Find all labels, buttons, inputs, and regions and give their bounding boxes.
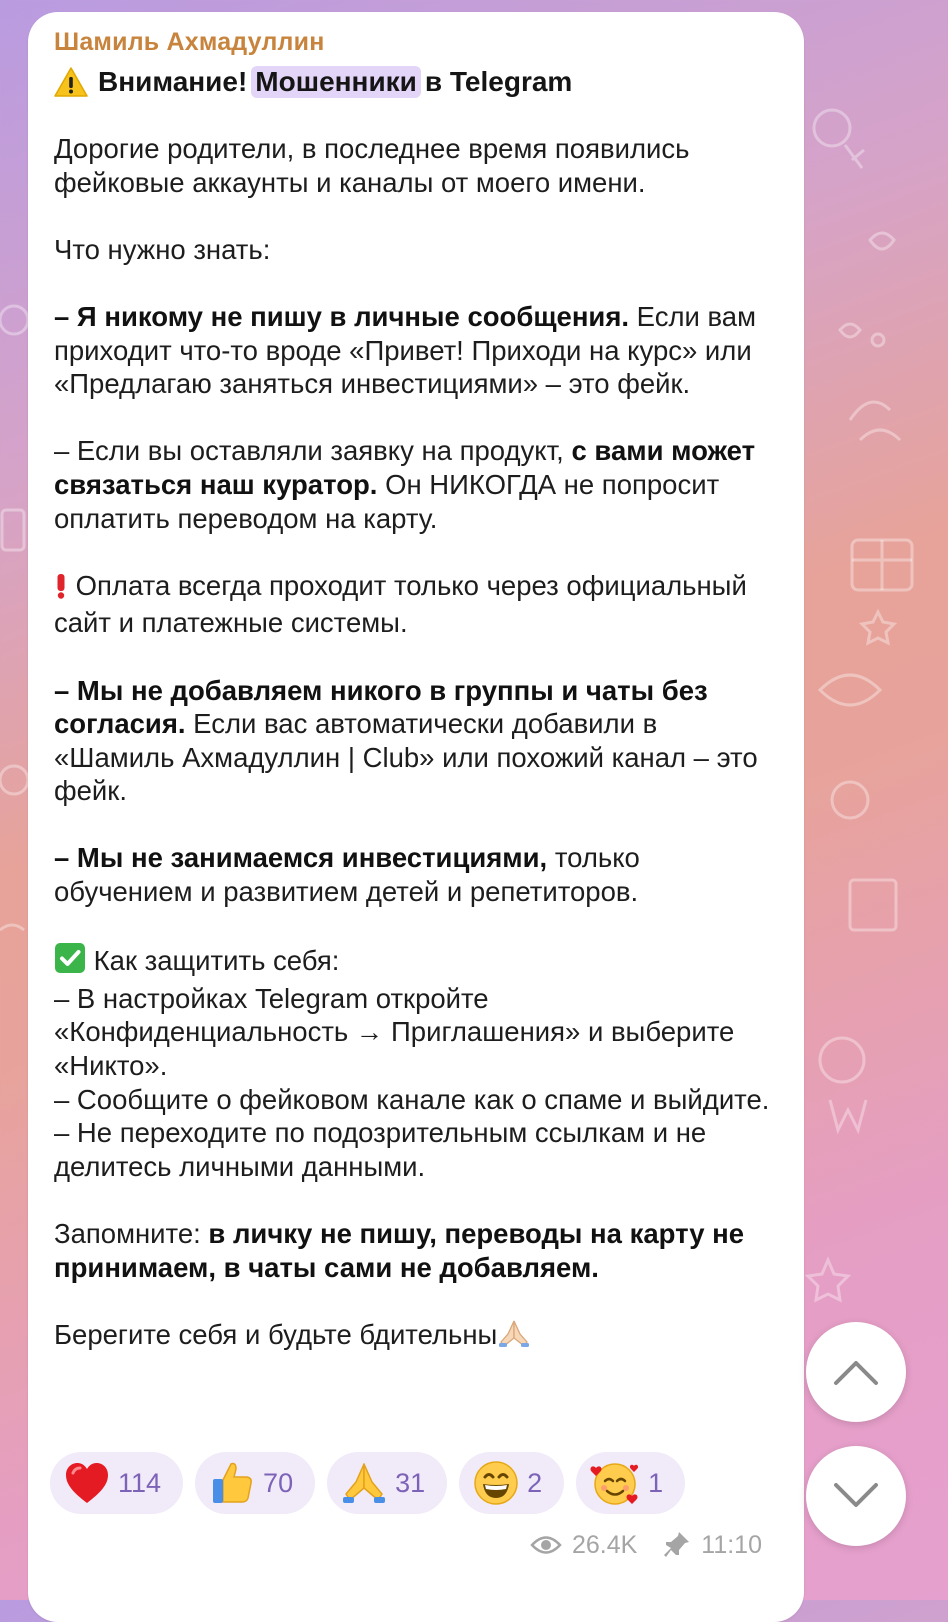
point-no-investments [54,841,774,908]
message-title [54,66,572,98]
thumbs-up-icon [209,1460,255,1506]
eye-icon [530,1534,562,1556]
text: Он НИКОГДА не попросит оплатить переводом на карту. [54,468,720,534]
sender-name[interactable]: Шамиль Ахмадуллин [54,28,325,56]
reaction-praying-hands-button[interactable] [327,1452,447,1514]
reaction-count: 114 [118,1467,162,1498]
warning-icon [54,66,88,98]
reaction-count: 1 [648,1467,664,1498]
praying-hands-icon [341,1460,387,1506]
reaction-thumbs-up-button[interactable] [195,1452,315,1514]
text: Оплата всегда проходит только через официальный сайт и платежные системы. [54,569,747,639]
message-meta [530,1530,762,1560]
protect-title [54,942,774,982]
reaction-hearts-face-button[interactable] [576,1452,685,1514]
reaction-count: 2 [527,1467,543,1498]
remember-paragraph [54,1217,774,1284]
red-heart-icon [64,1461,110,1505]
check-mark-icon [54,942,86,982]
text: только обучением и развитием детей и репетиторов. [54,842,640,908]
exclamation-icon [54,573,68,607]
text: Запомните: [54,1218,209,1249]
message-time: 11:10 [701,1530,762,1559]
text: – Если вы оставляли заявку на продукт, [54,435,572,467]
text: Если вам приходит что-то вроде «Привет! Приходи на курс» или «Предлагаю заняться инвестициями» – это фейк. [54,300,757,400]
reaction-grinning-button[interactable] [459,1452,564,1514]
reaction-count: 31 [395,1467,426,1498]
pin-icon [661,1530,691,1560]
scroll-up-button[interactable] [806,1322,906,1422]
intro-paragraph: Дорогие родители, в последнее время появились фейковые аккаунты и каналы от моего имени. [54,133,690,198]
praying-hands-icon [497,1318,531,1356]
chevron-down-icon [832,1481,880,1511]
point-payment [54,569,774,640]
bold-text: в личку не пишу, переводы на карту не принимаем, в чаты сами не добавляем. [54,1218,745,1283]
bold-text: – Я никому не пишу в личные сообщения. [54,300,630,332]
bold-text: – Мы не добавляем никого в группы и чаты без согласия. [54,674,708,740]
reactions-bar [50,1452,685,1514]
scroll-down-button[interactable] [806,1446,906,1546]
reaction-heart-button[interactable] [50,1452,183,1514]
text: Берегите себя и будьте бдительны [54,1318,498,1350]
message-text [54,132,774,1355]
need-to-know-label: Что нужно знать: [54,233,271,265]
smiling-face-with-hearts-icon [590,1460,640,1506]
point-no-private-messages [54,300,774,401]
reaction-count: 70 [263,1467,294,1498]
title-prefix: Внимание! [98,66,248,97]
bold-text: с вами может связаться наш куратор. [54,435,756,500]
title-highlight: Мошенники [251,66,421,98]
text: Если вас автоматически добавили в «Шамиль Ахмадуллин | Club» или похожий канал – это фейк. [54,708,758,807]
protect-step: – В настройках Telegram откройте «Конфиденциальность → Приглашения» и выберите «Никто». [54,982,735,1082]
chevron-up-icon [832,1357,880,1387]
protect-step: – Не переходите по подозрительным ссылкам и не делитесь личными данными. [54,1117,707,1182]
views-count: 26.4K [571,1530,638,1559]
point-curator [54,434,774,535]
bold-text: – Мы не занимаемся инвестициями, [54,842,548,874]
title-suffix: в Telegram [424,66,573,97]
grinning-face-icon [473,1460,519,1506]
text: Как защитить себя: [86,945,340,977]
point-no-groups [54,674,774,808]
closing-line [54,1318,774,1356]
protect-step: – Сообщите о фейковом канале как о спаме и выйдите. [54,1083,770,1115]
